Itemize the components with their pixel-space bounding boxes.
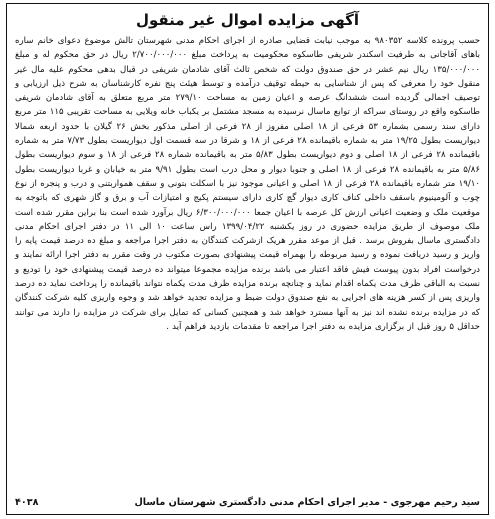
signature-line: سید رحیم مهرجوی - مدیر اجرای احکام مدنی دادگستری شهرستان ماسال	[134, 497, 480, 508]
notice-footer	[15, 497, 480, 508]
legal-notice	[6, 3, 489, 515]
notice-body: حسب پرونده کلاسه ۹۸۰۳۵۲ به موجب نیابت قضایی صادره از اجرای احکام مدنی شهرستان تالش موضوع دعوای خانم ساره باهای آقاجانی به طرفیت اسکندر شریفی طاسکوه محکومیت به پرداخت مبلغ ۲/۷۰۰/۰۰۰/۰۰۰ ریال در حق محکوم له و مبلغ ۱۳۵/۰۰۰/۰۰۰ ریال نیم عشر در حق صندوق دولت که شخص ثالث آقای شادمان شریفی در قبال بدهی محکوم علیه مال غیر منقول خود را معرفی که پس از شناسایی به حیطه توقیف درآمده و توسط هیئت پنج نفره کارشناسان به شرح ذیل ارزیابی و توصیف اجمالی گردیده است ششدانگ عرصه و اعیان زمین به مساحت ۲۷۹/۱۰ متر مربع متعلق به آقای شادمان شریفی طاسکوه واقع در روستای سراکه از توابع ماسال نرسیده به مسجد مشتمل بر یکباب خانه ویلایی به مساحت تقریبی ۱۱۵ متر مربع دارای سند رسمی بشماره ۵۳ فرعی از ۱۸ اصلی مفروز از ۲۸ فرعی از اصلی مذکور بخش ۲۶ گیلان با حدود اربعه شمالا دیواریست بطول ۱۹/۲۵ متر به شماره باقیمانده ۲۸ فرعی از ۱۸ و شرقا در سه قسمت اول دیواریست بطول ۷/۷۳ متر به شماره باقیمانده ۲۸ فرعی از ۱۸ اصلی و دوم دیواریست بطول ۵/۸۳ متر به باقیمانده شماره ۲۸ فرعی از ۱۸ و سوم دیواریست بطول ۵/۸۶ متر به باقیمانده ۲۸ فرعی از ۱۸ اصلی و جنوبا دیوار و محل درب است بطول ۹/۹۱ متر به خیابان و غربا دیواریست بطول ۱۹/۱۰ متر شماره باقیمانده ۲۸ فرعی از ۱۸ اصلی و اعیانی موجود نیز با اسکلت بتونی و سقف همواربتنی و درب و پنجره از نوع چوب و آلومینیوم باسقف داخلی کناف کاری دیوار گچ کاری دارای سیستم پکیج و امتیازات آب و برق و گاز شهری که باتوجه به موقعیت ملک و وضعیت اعیانی ارزش کل عرصه با اعیان جمعا ۶/۳۰۰/۰۰۰/۰۰۰ ریال برآورد شده است بنا براین مقرر شده است ملک موصوف از طریق مزایده حضوری در روز یکشنبه ۱۳۹۹/۰۴/۲۲ راس ساعت ۱۰ الی ۱۱ در دفتر اجرای احکام مدنی دادگستری ماسال بفروش برسد . قبل از موعد مقرر هریک ازشرکت کنندگان به دفتر اجرا مراجعه و مبلغ ده درصد قیمت پایه را واریز و رسید دریافت نموده و رسید مربوطه را بهمراه قیمت پیشنهادی بصورت مکتوب در وقت مقرر به دفتر اجرا ارائه نمایند و درخواست افراد بدون پیوست فیش فاقد اعتبار می باشد برنده مزایده مجموعا میتواند ده درصد قیمت پیشنهادی خود را تودیع و نسبت به الباقی ظرف مدت یکماه اقدام نماید و چنانچه برنده مزایده ظرف مدت یکماه نتواند باقیمانده را پرداخت نماید ده درصد واریزی پس از کسر هزینه های اجرایی به نفع صندوق دولت ضبط و مزایده تجدید خواهد شد و وجوه واریزی کلیه شرکت کنندگان که در مزایده برنده نشده اند نیز به آنها مسترد خواهد شد و همچنین کسانی که تمایل برای شرکت در مزایده را دارند می توانند حداقل ۵ روز قبل از برگزاری مزایده به دفتر اجرا مراجعه تا مقدمات بازدید فراهم آید .	[15, 36, 481, 332]
notice-title: آگهی مزایده اموال غیر منقول	[135, 11, 360, 29]
notice-code: ۴۰۳۸	[15, 497, 39, 508]
